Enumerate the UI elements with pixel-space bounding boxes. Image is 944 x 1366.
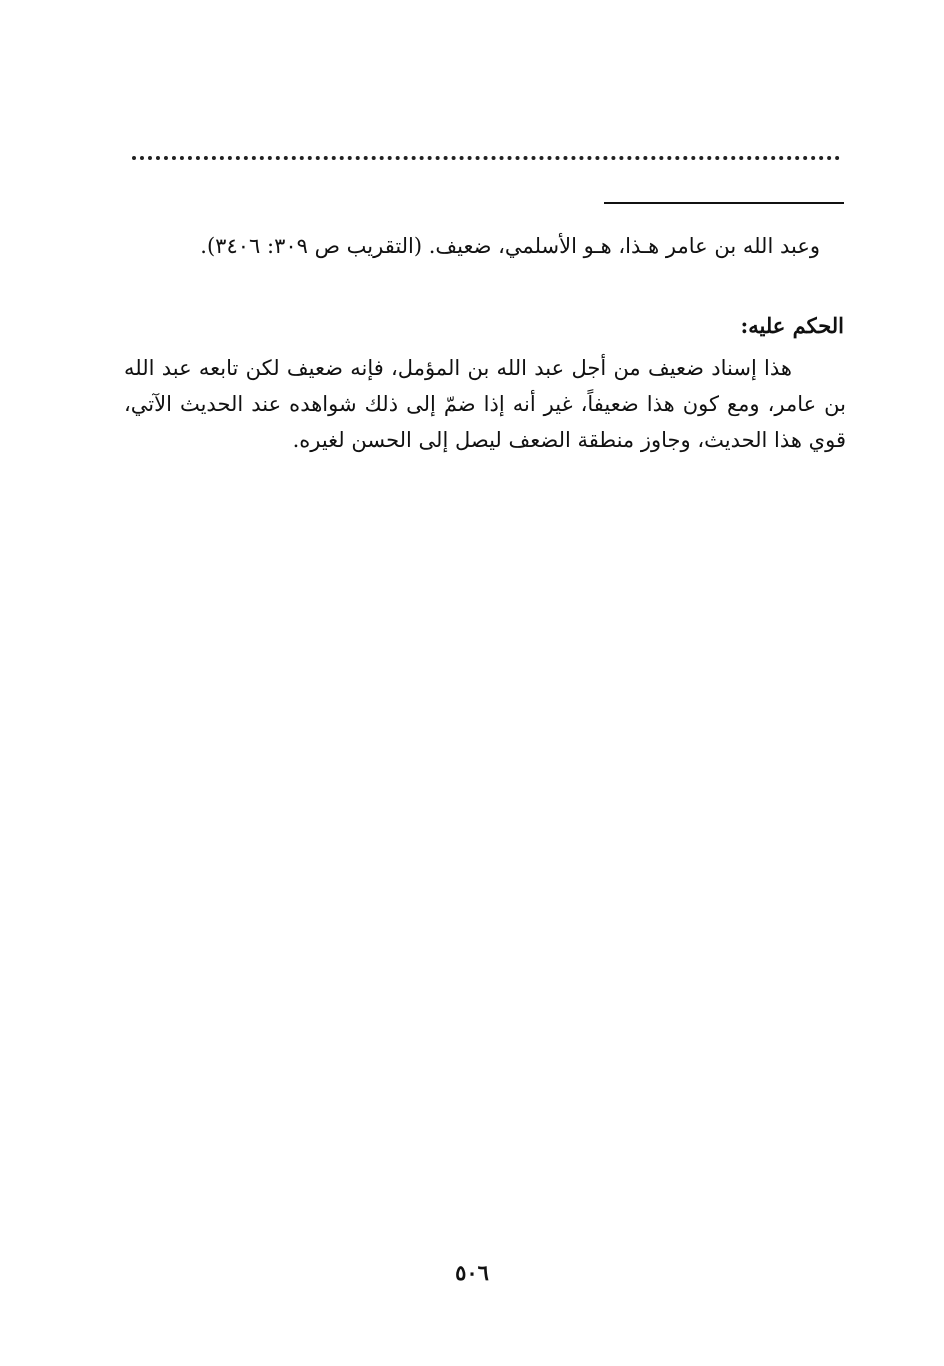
page-number: ٥٠٦ [455, 1260, 489, 1285]
footnote-separator [604, 202, 844, 204]
ruling-heading: الحكم عليه: [740, 313, 844, 338]
footnote-paragraph: وعبد الله بن عامر هـذا، هـو الأسلمي، ضعيف. (التقريب ص ٣٠٩: ٣٤٠٦). [200, 234, 820, 258]
dotted-separator [132, 156, 840, 160]
ruling-paragraph: هذا إسناد ضعيف من أجل عبد الله بن المؤمل، فإنه ضعيف لكن تابعه عبد الله بن عامر، ومع كون هذا ضعيفاً، غير أنه إذا ضمّ إلى ذلك شواهده عند الحديث الآتي، قوي هذا الحديث، وجاوز منطقة الضعف ليصل إلى الحسن لغيره. [124, 356, 846, 452]
